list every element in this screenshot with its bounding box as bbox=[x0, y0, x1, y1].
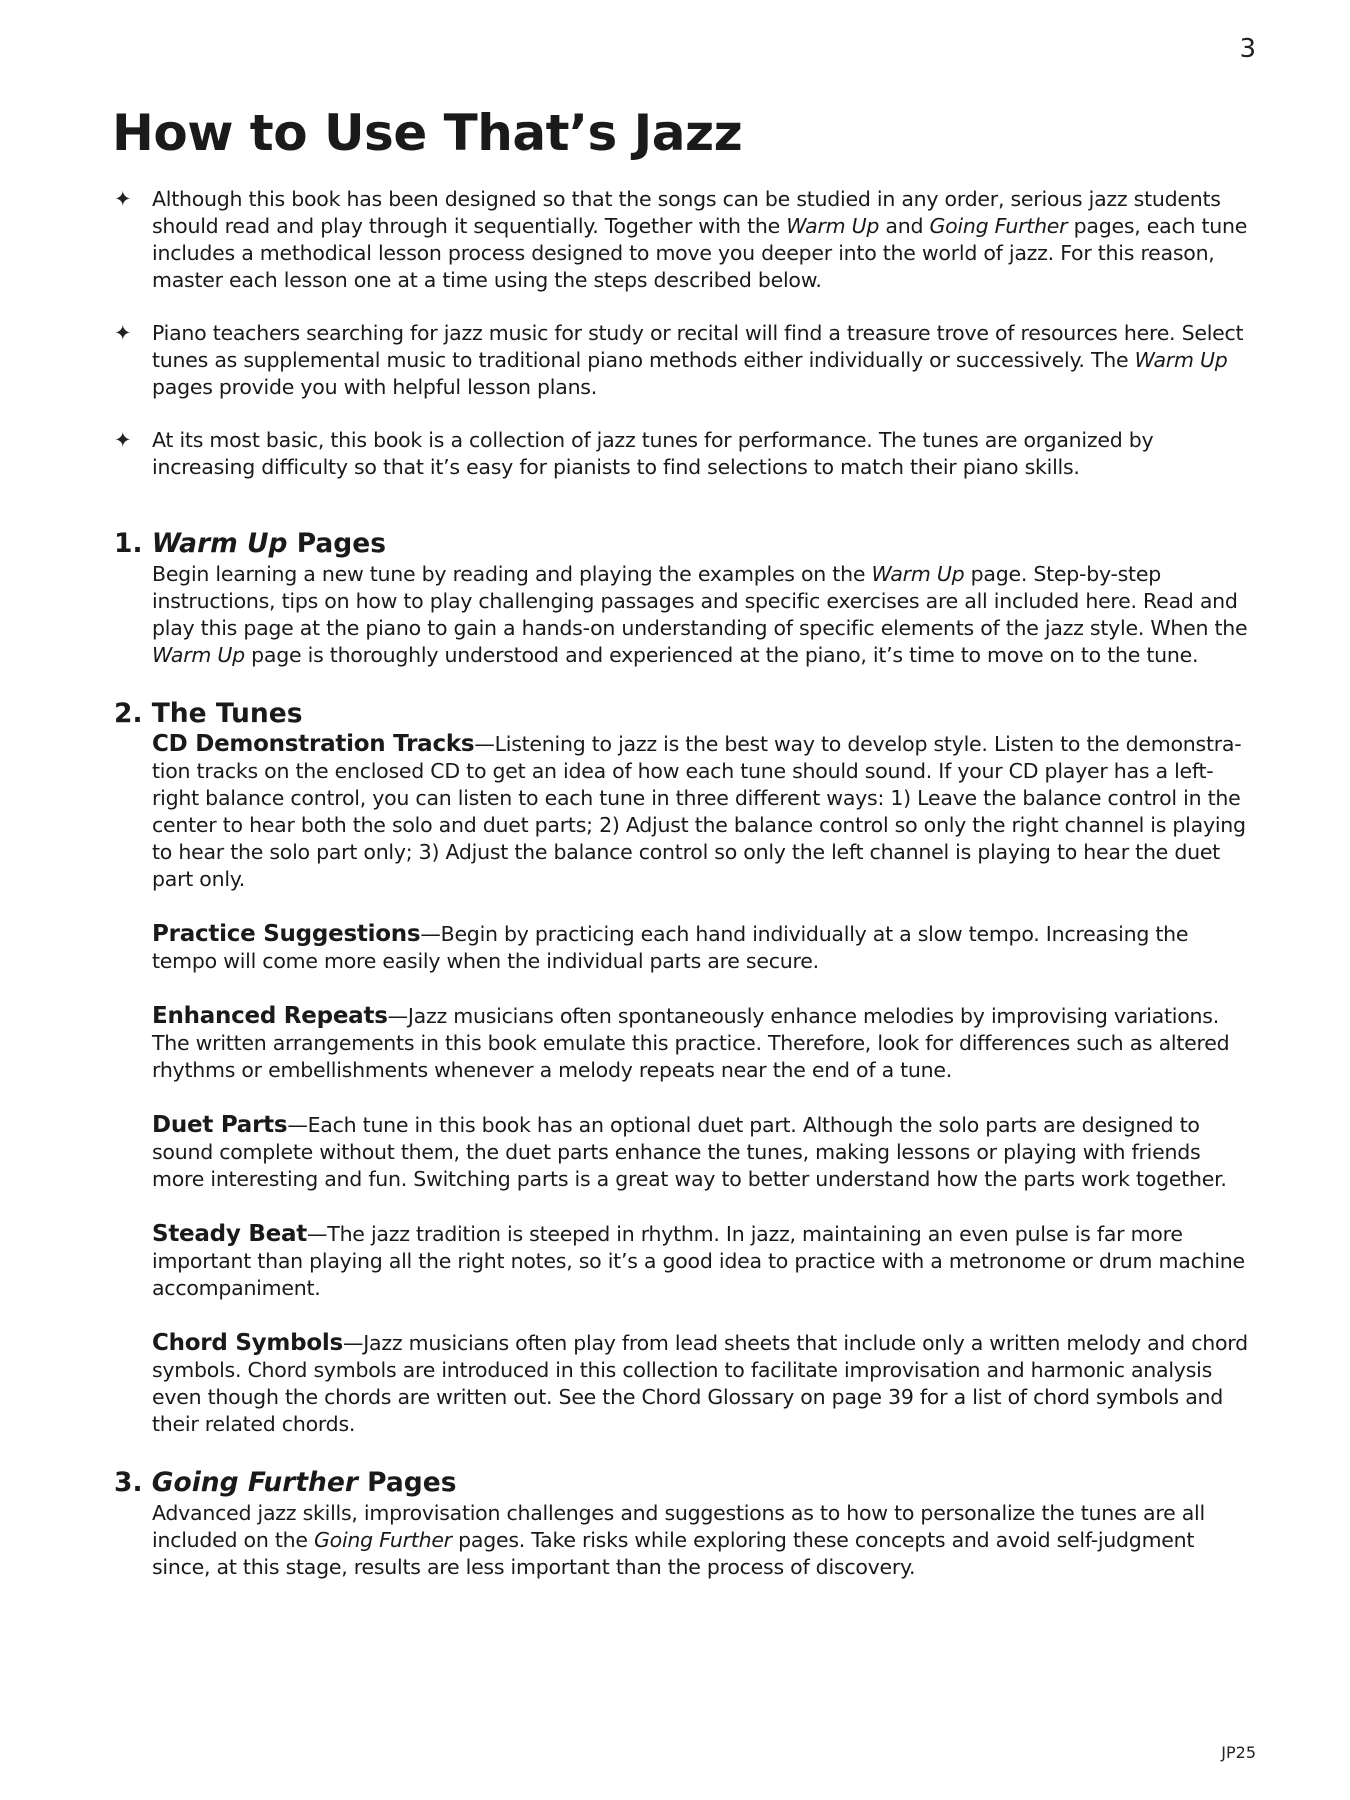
bullet-text: Although this book has been designed so that the songs can be studied in any order, serious jazz students should read and play through it sequentially. Together with the Warm Up and Going Further pages, each tune includes a methodical lesson process designed to move you deeper into the world of jazz. For this reason, master each lesson one at a time using the steps described below. bbox=[152, 187, 1248, 292]
subsection-term: Chord Symbols bbox=[152, 1330, 343, 1356]
section-body: Advanced jazz skills, improvisation challenges and suggestions as to how to personalize the tunes are all included on the Going Further pages. Take risks while exploring these concepts and avoid self-judgment since, at this stage, results are less important than the process of discovery. bbox=[152, 1501, 1205, 1579]
subsection-term: Steady Beat bbox=[152, 1221, 308, 1247]
subsection-chord-symbols: Chord Symbols—Jazz musicians often play from lead sheets that include only a written melody and chord symbols. Chord symbols are introduced in this collection to facilitate improvisation and harmonic analysis even though the chords are written out. See the Chord Glossary on page 39 for a list of chord symbols and their related chords. bbox=[152, 1330, 1248, 1436]
subsection-practice-suggestions: Practice Suggestions—Begin by practicing each hand individually at a slow tempo. Increasing the tempo will come more easily when the individual parts are secure. bbox=[152, 921, 1189, 973]
section-going-further bbox=[114, 1466, 1256, 1581]
subsection-duet-parts: Duet Parts—Each tune in this book has an optional duet part. Although the solo parts are designed to sound complete without them, the duet parts enhance the tunes, making lessons or playing with friends more interesting and fun. Switching parts is a great way to better understand how the parts work together. bbox=[152, 1112, 1227, 1191]
section-body: Begin learning a new tune by reading and playing the examples on the Warm Up page. Step-by-step instructions, tips on how to play challenging passages and specific exercises are all included here. Read and play this page at the piano to gain a hands-on understanding of specific elements of the jazz style. When the Warm Up page is thoroughly understood and experienced at the piano, it’s time to move on to the tune. bbox=[152, 562, 1248, 667]
bullet-item bbox=[114, 427, 1256, 481]
section-warm-up bbox=[114, 527, 1256, 669]
subsection-enhanced-repeats: Enhanced Repeats—Jazz musicians often spontaneously enhance melodies by improvising variations. The written arrangements in this book emulate this practice. Therefore, look for differences such as altered rhythms or embellishments whenever a melody repeats near the end of a tune. bbox=[152, 1003, 1230, 1082]
star-bullet-icon: ✦ bbox=[114, 321, 132, 345]
section-heading: 3. Going Further Pages bbox=[114, 1467, 457, 1498]
tunes-subsections bbox=[114, 731, 1256, 1438]
bullet-item bbox=[114, 186, 1256, 294]
bullet-item bbox=[114, 320, 1256, 401]
subsection-term: Duet Parts bbox=[152, 1112, 288, 1138]
star-bullet-icon: ✦ bbox=[114, 187, 132, 211]
subsection-term: Enhanced Repeats bbox=[152, 1003, 388, 1029]
subsection-steady-beat: Steady Beat—The jazz tradition is steeped in rhythm. In jazz, maintaining an even pulse is far more important than playing all the right notes, so it’s a good idea to practice with a metronome or drum machine accompaniment. bbox=[152, 1221, 1245, 1300]
page-number: 3 bbox=[1239, 34, 1256, 64]
section-heading: 2. The Tunes bbox=[114, 698, 303, 729]
footer-code: JP25 bbox=[1221, 1743, 1256, 1762]
star-bullet-icon: ✦ bbox=[114, 428, 132, 452]
section-heading: 1. Warm Up Pages bbox=[114, 528, 387, 559]
section-the-tunes bbox=[114, 697, 1256, 1438]
page-content bbox=[114, 186, 1256, 1581]
subsection-term: CD Demonstration Tracks bbox=[152, 731, 475, 757]
page-title: How to Use That’s Jazz bbox=[112, 104, 743, 162]
subsection-term: Practice Suggestions bbox=[152, 921, 421, 947]
bullet-text: Piano teachers searching for jazz music for study or recital will find a treasure trove of resources here. Select tunes as supplemental music to traditional piano methods either individually or successively. The Warm Up pages provide you with helpful lesson plans. bbox=[152, 321, 1244, 399]
subsection-cd-tracks: CD Demonstration Tracks—Listening to jazz is the best way to develop style. Listen to the demonstra-tion tracks on the enclosed CD to get an idea of how each tune should sound. If your CD player has a left-right balance control, you can listen to each tune in three different ways: 1) Leave the balance control in the center to hear both the solo and duet parts; 2) Adjust the balance control so only the right channel is playing to hear the solo part only; 3) Adjust the balance control so only the left channel is playing to hear the duet part only. bbox=[152, 731, 1246, 891]
bullet-text: At its most basic, this book is a collection of jazz tunes for performance. The tunes are organized by increasing difficulty so that it’s easy for pianists to find selections to match their piano skills. bbox=[152, 428, 1154, 479]
